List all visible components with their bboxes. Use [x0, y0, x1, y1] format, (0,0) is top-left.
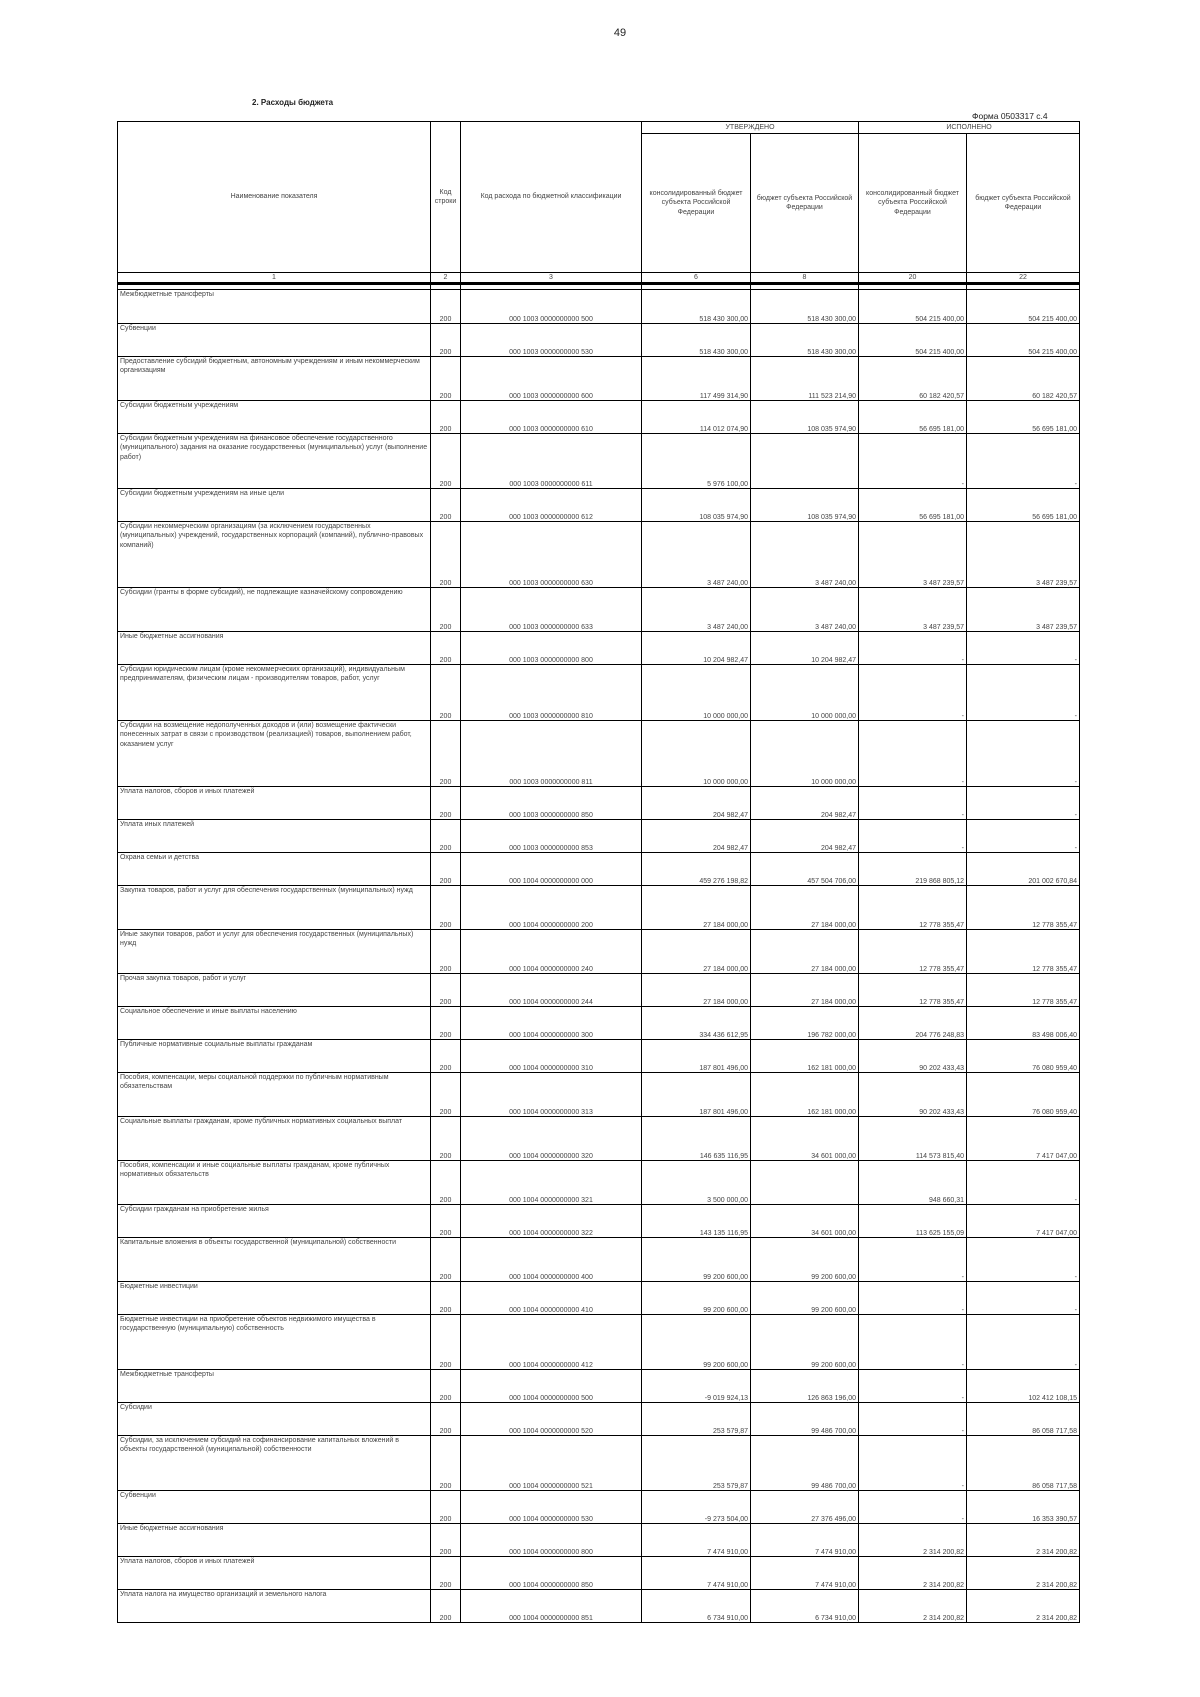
row-executed-subject: -	[967, 787, 1080, 820]
table-row	[118, 1315, 1080, 1370]
row-budget-code: 000 1004 0000000000 313	[461, 1073, 642, 1117]
row-approved-consolidated: -9 019 924,13	[642, 1370, 751, 1403]
header-group-approved: УТВЕРЖДЕНО	[642, 122, 859, 134]
row-line-code: 200	[431, 489, 461, 522]
table-row	[118, 290, 1080, 324]
row-budget-code: 000 1004 0000000000 320	[461, 1117, 642, 1161]
row-line-code: 200	[431, 632, 461, 665]
form-label: Форма 0503317 с.4	[972, 111, 1048, 121]
row-approved-subject: 518 430 300,00	[751, 324, 859, 357]
section-title: 2. Расходы бюджета	[252, 98, 334, 107]
row-approved-consolidated: 10 000 000,00	[642, 721, 751, 787]
row-executed-consolidated: 204 776 248,83	[859, 1007, 967, 1040]
row-budget-code: 000 1004 0000000000 240	[461, 930, 642, 974]
row-budget-code: 000 1004 0000000000 500	[461, 1370, 642, 1403]
row-approved-subject: 99 200 600,00	[751, 1238, 859, 1282]
row-name: Субсидии бюджетным учреждениям на финансовое обеспечение государственного (муниципального) задания на оказание государственных (муниципальных) услуг (выполнение работ)	[118, 434, 431, 489]
row-line-code: 200	[431, 357, 461, 401]
row-executed-subject: -	[967, 1238, 1080, 1282]
row-executed-subject: 12 778 355,47	[967, 886, 1080, 930]
row-executed-consolidated: 2 314 200,82	[859, 1590, 967, 1623]
row-executed-subject: 86 058 717,58	[967, 1403, 1080, 1436]
row-executed-consolidated: 2 314 200,82	[859, 1557, 967, 1590]
row-budget-code: 000 1004 0000000000 322	[461, 1205, 642, 1238]
table-row	[118, 1238, 1080, 1282]
row-name: Иные бюджетные ассигнования	[118, 632, 431, 665]
row-approved-consolidated: 27 184 000,00	[642, 886, 751, 930]
row-line-code: 200	[431, 721, 461, 787]
row-executed-consolidated: 113 625 155,09	[859, 1205, 967, 1238]
row-budget-code: 000 1004 0000000000 000	[461, 853, 642, 886]
row-executed-consolidated: 2 314 200,82	[859, 1524, 967, 1557]
row-budget-code: 000 1004 0000000000 530	[461, 1491, 642, 1524]
row-line-code: 200	[431, 1403, 461, 1436]
row-executed-subject: -	[967, 434, 1080, 489]
row-name: Социальные выплаты гражданам, кроме публичных нормативных социальных выплат	[118, 1117, 431, 1161]
table-row	[118, 1557, 1080, 1590]
table-row	[118, 974, 1080, 1007]
row-approved-subject: 27 184 000,00	[751, 974, 859, 1007]
row-approved-consolidated: 3 500 000,00	[642, 1161, 751, 1205]
row-approved-subject: 34 601 000,00	[751, 1117, 859, 1161]
row-name: Публичные нормативные социальные выплаты гражданам	[118, 1040, 431, 1073]
header-colnum-name: 1	[118, 273, 431, 284]
row-budget-code: 000 1004 0000000000 310	[461, 1040, 642, 1073]
row-budget-code: 000 1003 0000000000 611	[461, 434, 642, 489]
row-line-code: 200	[431, 1161, 461, 1205]
row-budget-code: 000 1004 0000000000 321	[461, 1161, 642, 1205]
row-approved-consolidated: 10 204 982,47	[642, 632, 751, 665]
row-approved-consolidated: 3 487 240,00	[642, 588, 751, 632]
row-approved-consolidated: 99 200 600,00	[642, 1315, 751, 1370]
row-approved-subject: 27 184 000,00	[751, 930, 859, 974]
row-executed-consolidated: 504 215 400,00	[859, 290, 967, 324]
table-row	[118, 1073, 1080, 1117]
header-budget-code: Код расхода по бюджетной классификации	[461, 122, 642, 273]
row-approved-subject: 457 504 706,00	[751, 853, 859, 886]
row-executed-subject: 7 417 047,00	[967, 1205, 1080, 1238]
table-row	[118, 1161, 1080, 1205]
row-name: Субсидии бюджетным учреждениям на иные цели	[118, 489, 431, 522]
row-line-code: 200	[431, 290, 461, 324]
header-approved-consolidated: консолидированный бюджет субъекта Российской Федерации	[642, 134, 751, 273]
row-line-code: 200	[431, 588, 461, 632]
row-budget-code: 000 1003 0000000000 633	[461, 588, 642, 632]
row-line-code: 200	[431, 1491, 461, 1524]
table-row	[118, 1491, 1080, 1524]
row-executed-consolidated: -	[859, 632, 967, 665]
row-name: Субсидии на возмещение недополученных доходов и (или) возмещение фактически понесенных затрат в связи с производством (реализацией) товаров, выполнением работ, оказанием услуг	[118, 721, 431, 787]
row-name: Прочая закупка товаров, работ и услуг	[118, 974, 431, 1007]
table-row	[118, 1117, 1080, 1161]
row-budget-code: 000 1003 0000000000 850	[461, 787, 642, 820]
row-name: Уплата налогов, сборов и иных платежей	[118, 1557, 431, 1590]
row-line-code: 200	[431, 1007, 461, 1040]
budget-expenses-table	[117, 121, 1080, 1623]
row-name: Иные закупки товаров, работ и услуг для обеспечения государственных (муниципальных) нужд	[118, 930, 431, 974]
row-approved-consolidated: 187 801 496,00	[642, 1073, 751, 1117]
table-row	[118, 886, 1080, 930]
table-row	[118, 787, 1080, 820]
header-colnum-executed-consolidated: 20	[859, 273, 967, 284]
row-name: Субсидии (гранты в форме субсидий), не подлежащие казначейскому сопровождению	[118, 588, 431, 632]
row-approved-subject: 162 181 000,00	[751, 1073, 859, 1117]
row-approved-consolidated: 7 474 910,00	[642, 1524, 751, 1557]
row-name: Пособия, компенсации и иные социальные выплаты гражданам, кроме публичных нормативных обязательств	[118, 1161, 431, 1205]
row-line-code: 200	[431, 522, 461, 588]
row-line-code: 200	[431, 853, 461, 886]
header-colnum-approved-subject: 8	[751, 273, 859, 284]
row-executed-consolidated: -	[859, 1282, 967, 1315]
row-name: Бюджетные инвестиции	[118, 1282, 431, 1315]
row-approved-subject: 3 487 240,00	[751, 522, 859, 588]
table-row	[118, 930, 1080, 974]
row-approved-subject: 99 486 700,00	[751, 1403, 859, 1436]
row-executed-subject: -	[967, 820, 1080, 853]
row-approved-subject: 7 474 910,00	[751, 1524, 859, 1557]
row-executed-consolidated: -	[859, 665, 967, 721]
row-budget-code: 000 1004 0000000000 244	[461, 974, 642, 1007]
row-approved-subject: 108 035 974,90	[751, 489, 859, 522]
row-executed-consolidated: -	[859, 1370, 967, 1403]
row-approved-consolidated: 114 012 074,90	[642, 401, 751, 434]
row-executed-subject: 2 314 200,82	[967, 1590, 1080, 1623]
row-line-code: 200	[431, 1238, 461, 1282]
row-line-code: 200	[431, 1040, 461, 1073]
row-executed-subject: 2 314 200,82	[967, 1524, 1080, 1557]
row-budget-code: 000 1003 0000000000 610	[461, 401, 642, 434]
row-executed-subject: -	[967, 1315, 1080, 1370]
header-colnum-executed-subject: 22	[967, 273, 1080, 284]
row-name: Бюджетные инвестиции на приобретение объектов недвижимого имущества в государственную (муниципальную) собственность	[118, 1315, 431, 1370]
row-approved-subject: 99 200 600,00	[751, 1315, 859, 1370]
row-approved-subject: 10 204 982,47	[751, 632, 859, 665]
row-line-code: 200	[431, 820, 461, 853]
row-approved-consolidated: 518 430 300,00	[642, 324, 751, 357]
row-executed-consolidated: -	[859, 1436, 967, 1491]
row-budget-code: 000 1003 0000000000 630	[461, 522, 642, 588]
row-name: Предоставление субсидий бюджетным, автономным учреждениям и иным некоммерческим организациям	[118, 357, 431, 401]
row-executed-subject: 504 215 400,00	[967, 290, 1080, 324]
row-approved-consolidated: 334 436 612,95	[642, 1007, 751, 1040]
row-line-code: 200	[431, 1073, 461, 1117]
table-row	[118, 1205, 1080, 1238]
row-approved-consolidated: 27 184 000,00	[642, 930, 751, 974]
header-colnum-approved-consolidated: 6	[642, 273, 751, 284]
row-executed-consolidated: 3 487 239,57	[859, 588, 967, 632]
row-approved-subject: 99 486 700,00	[751, 1436, 859, 1491]
row-name: Субвенции	[118, 1491, 431, 1524]
row-executed-consolidated: 114 573 815,40	[859, 1117, 967, 1161]
row-approved-subject: 108 035 974,90	[751, 401, 859, 434]
row-executed-consolidated: -	[859, 721, 967, 787]
row-line-code: 200	[431, 1557, 461, 1590]
row-line-code: 200	[431, 930, 461, 974]
row-name: Субсидии юридическим лицам (кроме некоммерческих организаций), индивидуальным предпринимателям, физическим лицам - производителям товаров, работ, услуг	[118, 665, 431, 721]
row-approved-subject	[751, 1161, 859, 1205]
row-budget-code: 000 1003 0000000000 612	[461, 489, 642, 522]
row-executed-consolidated: 90 202 433,43	[859, 1073, 967, 1117]
table-row	[118, 1040, 1080, 1073]
header-name: Наименование показателя	[118, 122, 431, 273]
row-budget-code: 000 1004 0000000000 412	[461, 1315, 642, 1370]
row-approved-consolidated: 204 982,47	[642, 820, 751, 853]
row-executed-subject: 3 487 239,57	[967, 522, 1080, 588]
row-name: Субсидии бюджетным учреждениям	[118, 401, 431, 434]
row-executed-subject: -	[967, 721, 1080, 787]
row-executed-consolidated: -	[859, 787, 967, 820]
row-name: Субсидии некоммерческим организациям (за исключением государственных (муниципальных) учреждений, государственных корпораций (компаний), публично-правовых компаний)	[118, 522, 431, 588]
table-body	[118, 290, 1080, 1623]
table-row	[118, 357, 1080, 401]
row-approved-subject: 34 601 000,00	[751, 1205, 859, 1238]
row-budget-code: 000 1003 0000000000 811	[461, 721, 642, 787]
table-row	[118, 853, 1080, 886]
row-executed-consolidated: 948 660,31	[859, 1161, 967, 1205]
row-executed-consolidated: 12 778 355,47	[859, 974, 967, 1007]
row-line-code: 200	[431, 787, 461, 820]
row-budget-code: 000 1004 0000000000 800	[461, 1524, 642, 1557]
table-row	[118, 434, 1080, 489]
row-executed-subject: 76 080 959,40	[967, 1073, 1080, 1117]
table-row	[118, 820, 1080, 853]
row-name: Субвенции	[118, 324, 431, 357]
row-executed-subject: 201 002 670,84	[967, 853, 1080, 886]
row-approved-consolidated: 6 734 910,00	[642, 1590, 751, 1623]
row-executed-consolidated: -	[859, 820, 967, 853]
row-name: Субсидии, за исключением субсидий на софинансирование капитальных вложений в объекты государственной (муниципальной) собственности	[118, 1436, 431, 1491]
table-row	[118, 522, 1080, 588]
row-budget-code: 000 1004 0000000000 521	[461, 1436, 642, 1491]
row-executed-subject: 56 695 181,00	[967, 489, 1080, 522]
row-approved-consolidated: -9 273 504,00	[642, 1491, 751, 1524]
row-line-code: 200	[431, 1436, 461, 1491]
row-approved-subject: 99 200 600,00	[751, 1282, 859, 1315]
row-executed-subject: 76 080 959,40	[967, 1040, 1080, 1073]
row-approved-consolidated: 117 499 314,90	[642, 357, 751, 401]
row-executed-subject: 12 778 355,47	[967, 930, 1080, 974]
row-executed-subject: 16 353 390,57	[967, 1491, 1080, 1524]
row-line-code: 200	[431, 1205, 461, 1238]
row-line-code: 200	[431, 1370, 461, 1403]
table-row	[118, 1403, 1080, 1436]
row-budget-code: 000 1004 0000000000 410	[461, 1282, 642, 1315]
row-executed-consolidated: 56 695 181,00	[859, 401, 967, 434]
row-approved-consolidated: 99 200 600,00	[642, 1282, 751, 1315]
row-approved-subject: 126 863 196,00	[751, 1370, 859, 1403]
row-executed-consolidated: 12 778 355,47	[859, 930, 967, 974]
row-executed-consolidated: 504 215 400,00	[859, 324, 967, 357]
table-row	[118, 721, 1080, 787]
table-row	[118, 489, 1080, 522]
row-executed-consolidated: 12 778 355,47	[859, 886, 967, 930]
row-approved-consolidated: 143 135 116,95	[642, 1205, 751, 1238]
row-executed-consolidated: -	[859, 1491, 967, 1524]
table-row	[118, 1436, 1080, 1491]
row-line-code: 200	[431, 1117, 461, 1161]
row-name: Субсидии гражданам на приобретение жилья	[118, 1205, 431, 1238]
row-executed-subject: 2 314 200,82	[967, 1557, 1080, 1590]
row-budget-code: 000 1004 0000000000 200	[461, 886, 642, 930]
table-row	[118, 1282, 1080, 1315]
row-approved-subject: 10 000 000,00	[751, 721, 859, 787]
table-row	[118, 665, 1080, 721]
row-approved-consolidated: 27 184 000,00	[642, 974, 751, 1007]
row-approved-consolidated: 204 982,47	[642, 787, 751, 820]
row-budget-code: 000 1003 0000000000 600	[461, 357, 642, 401]
row-approved-subject: 7 474 910,00	[751, 1557, 859, 1590]
row-line-code: 200	[431, 434, 461, 489]
row-approved-subject: 518 430 300,00	[751, 290, 859, 324]
row-executed-subject: 56 695 181,00	[967, 401, 1080, 434]
row-name: Уплата иных платежей	[118, 820, 431, 853]
row-executed-subject: 7 417 047,00	[967, 1117, 1080, 1161]
row-executed-subject: -	[967, 665, 1080, 721]
row-executed-consolidated: -	[859, 1403, 967, 1436]
row-name: Социальное обеспечение и иные выплаты населению	[118, 1007, 431, 1040]
row-approved-consolidated: 5 976 100,00	[642, 434, 751, 489]
table-row	[118, 324, 1080, 357]
row-executed-consolidated: -	[859, 434, 967, 489]
row-name: Межбюджетные трансферты	[118, 290, 431, 324]
header-colnum-code: 3	[461, 273, 642, 284]
row-line-code: 200	[431, 401, 461, 434]
row-budget-code: 000 1004 0000000000 300	[461, 1007, 642, 1040]
row-executed-subject: 102 412 108,15	[967, 1370, 1080, 1403]
row-approved-subject	[751, 434, 859, 489]
row-approved-subject: 204 982,47	[751, 820, 859, 853]
row-approved-subject: 3 487 240,00	[751, 588, 859, 632]
table-row	[118, 1590, 1080, 1623]
row-name: Пособия, компенсации, меры социальной поддержки по публичным нормативным обязательствам	[118, 1073, 431, 1117]
table-row	[118, 1007, 1080, 1040]
row-budget-code: 000 1003 0000000000 810	[461, 665, 642, 721]
row-approved-consolidated: 253 579,87	[642, 1403, 751, 1436]
header-group-executed: ИСПОЛНЕНО	[859, 122, 1080, 134]
row-budget-code: 000 1003 0000000000 500	[461, 290, 642, 324]
row-approved-consolidated: 146 635 116,95	[642, 1117, 751, 1161]
row-budget-code: 000 1004 0000000000 400	[461, 1238, 642, 1282]
row-line-code: 200	[431, 1282, 461, 1315]
row-executed-subject: 83 498 006,40	[967, 1007, 1080, 1040]
row-approved-subject: 162 181 000,00	[751, 1040, 859, 1073]
row-name: Охрана семьи и детства	[118, 853, 431, 886]
row-budget-code: 000 1004 0000000000 520	[461, 1403, 642, 1436]
row-name: Иные бюджетные ассигнования	[118, 1524, 431, 1557]
row-executed-subject: 12 778 355,47	[967, 974, 1080, 1007]
row-approved-consolidated: 10 000 000,00	[642, 665, 751, 721]
header-colnum-line: 2	[431, 273, 461, 284]
row-line-code: 200	[431, 974, 461, 1007]
row-approved-consolidated: 459 276 198,82	[642, 853, 751, 886]
row-budget-code: 000 1003 0000000000 530	[461, 324, 642, 357]
table-row	[118, 401, 1080, 434]
row-approved-consolidated: 3 487 240,00	[642, 522, 751, 588]
row-line-code: 200	[431, 1524, 461, 1557]
header-executed-consolidated: консолидированный бюджет субъекта Российской Федерации	[859, 134, 967, 273]
table-row	[118, 632, 1080, 665]
header-line-code: Код строки	[431, 122, 461, 273]
row-name: Уплата налогов, сборов и иных платежей	[118, 787, 431, 820]
row-line-code: 200	[431, 665, 461, 721]
row-name: Капитальные вложения в объекты государственной (муниципальной) собственности	[118, 1238, 431, 1282]
row-executed-subject: 504 215 400,00	[967, 324, 1080, 357]
row-approved-consolidated: 108 035 974,90	[642, 489, 751, 522]
row-name: Закупка товаров, работ и услуг для обеспечения государственных (муниципальных) нужд	[118, 886, 431, 930]
row-name: Межбюджетные трансферты	[118, 1370, 431, 1403]
row-approved-subject: 27 184 000,00	[751, 886, 859, 930]
row-approved-subject: 6 734 910,00	[751, 1590, 859, 1623]
table-row	[118, 588, 1080, 632]
row-approved-subject: 27 376 496,00	[751, 1491, 859, 1524]
row-line-code: 200	[431, 324, 461, 357]
row-approved-consolidated: 518 430 300,00	[642, 290, 751, 324]
row-budget-code: 000 1004 0000000000 850	[461, 1557, 642, 1590]
row-line-code: 200	[431, 1315, 461, 1370]
row-approved-consolidated: 187 801 496,00	[642, 1040, 751, 1073]
row-executed-consolidated: 3 487 239,57	[859, 522, 967, 588]
row-executed-consolidated: 219 868 805,12	[859, 853, 967, 886]
page-number: 49	[613, 27, 627, 39]
header-approved-subject: бюджет субъекта Российской Федерации	[751, 134, 859, 273]
row-executed-consolidated: 56 695 181,00	[859, 489, 967, 522]
row-approved-subject: 196 782 000,00	[751, 1007, 859, 1040]
row-approved-consolidated: 253 579,87	[642, 1436, 751, 1491]
row-name: Уплата налога на имущество организаций и земельного налога	[118, 1590, 431, 1623]
table-row	[118, 1370, 1080, 1403]
row-approved-subject: 111 523 214,90	[751, 357, 859, 401]
row-budget-code: 000 1003 0000000000 800	[461, 632, 642, 665]
row-executed-consolidated: -	[859, 1315, 967, 1370]
row-executed-subject: -	[967, 1282, 1080, 1315]
row-executed-consolidated: 60 182 420,57	[859, 357, 967, 401]
table-row	[118, 1524, 1080, 1557]
row-executed-subject: -	[967, 632, 1080, 665]
row-executed-consolidated: -	[859, 1238, 967, 1282]
row-line-code: 200	[431, 1590, 461, 1623]
row-budget-code: 000 1004 0000000000 851	[461, 1590, 642, 1623]
row-approved-consolidated: 99 200 600,00	[642, 1238, 751, 1282]
row-budget-code: 000 1003 0000000000 853	[461, 820, 642, 853]
row-executed-consolidated: 90 202 433,43	[859, 1040, 967, 1073]
row-executed-subject: 3 487 239,57	[967, 588, 1080, 632]
row-line-code: 200	[431, 886, 461, 930]
row-approved-consolidated: 7 474 910,00	[642, 1557, 751, 1590]
row-name: Субсидии	[118, 1403, 431, 1436]
row-executed-subject: 86 058 717,58	[967, 1436, 1080, 1491]
row-approved-subject: 204 982,47	[751, 787, 859, 820]
row-executed-subject: -	[967, 1161, 1080, 1205]
row-approved-subject: 10 000 000,00	[751, 665, 859, 721]
header-executed-subject: бюджет субъекта Российской Федерации	[967, 134, 1080, 273]
row-executed-subject: 60 182 420,57	[967, 357, 1080, 401]
